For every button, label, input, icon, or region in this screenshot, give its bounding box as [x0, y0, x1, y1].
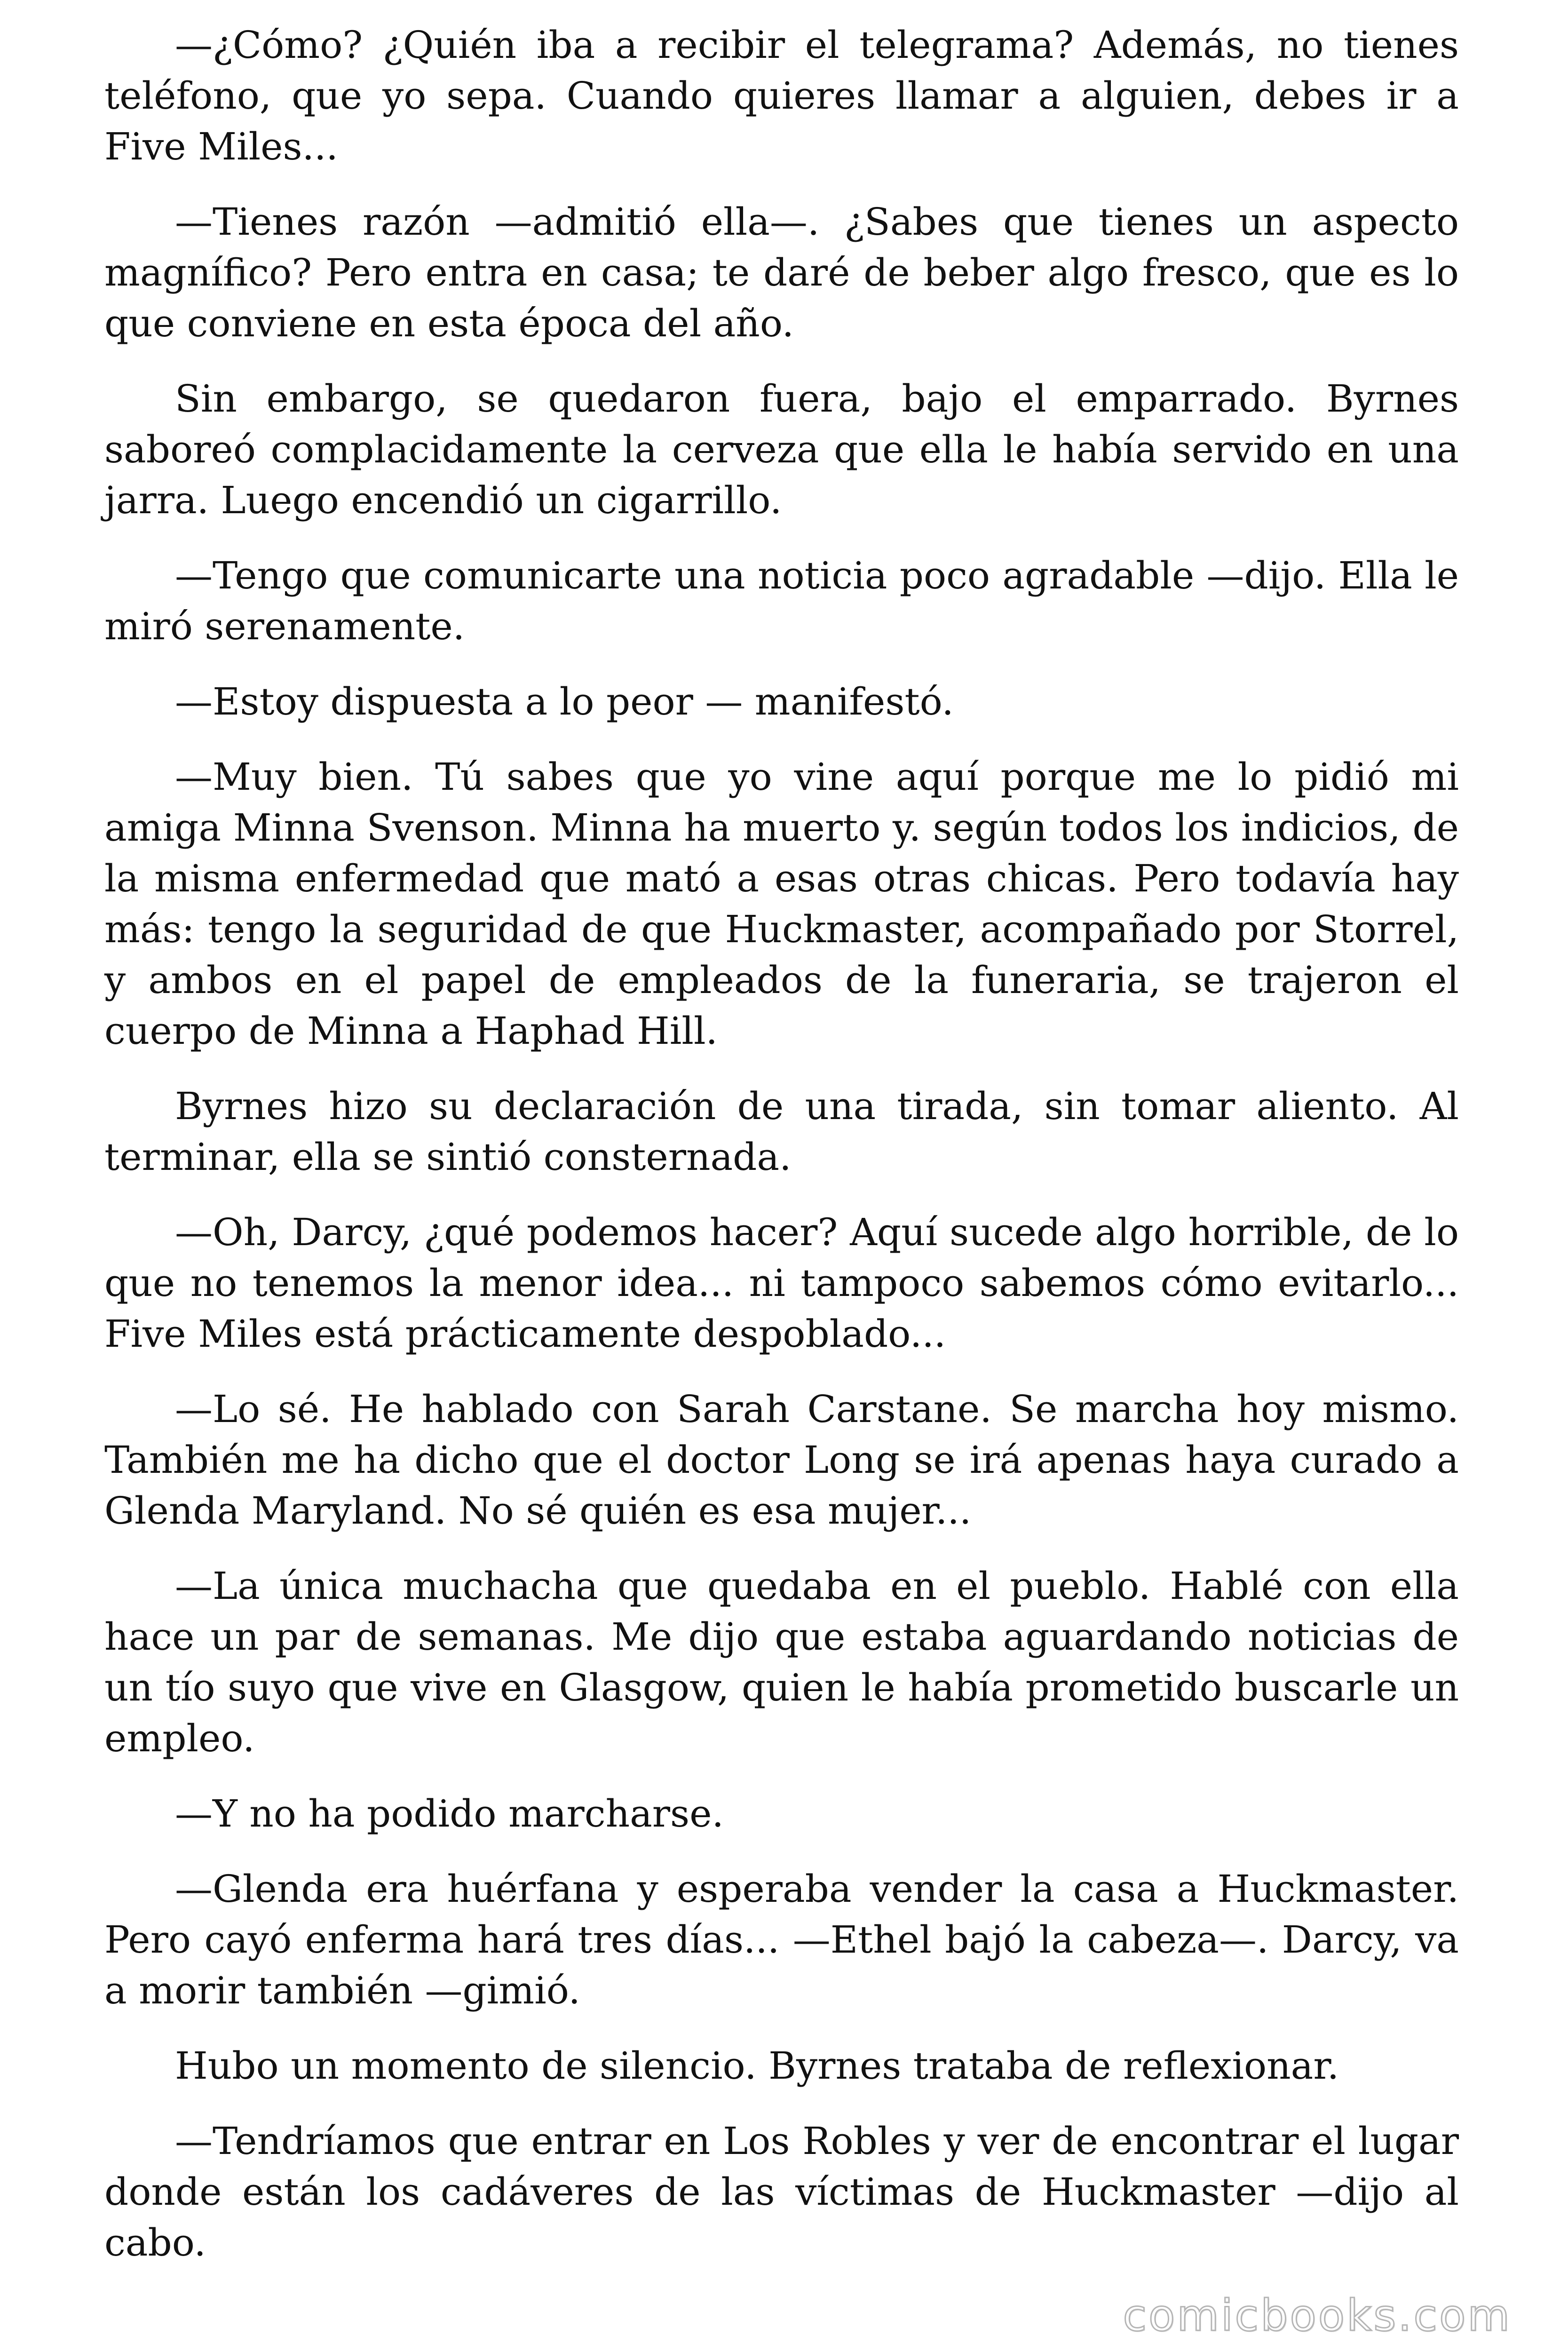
paragraph: —Glenda era huérfana y esperaba vender la casa a Huckmaster. Pero cayó enferma hará tres días... —Ethel bajó la cabeza—. Darcy, va a morir también —gimió.	[104, 1867, 1459, 2012]
paragraph: Byrnes hizo su declaración de una tirada, sin tomar aliento. Al terminar, ella se sintió consternada.	[104, 1084, 1459, 1179]
paragraph: —Tendríamos que entrar en Los Robles y ver de encontrar el lugar donde están los cadáveres de las víctimas de Huckmaster —dijo al cabo.	[104, 2119, 1459, 2265]
paragraph: —Y no ha podido marcharse.	[175, 1792, 724, 1836]
paragraph: Hubo un momento de silencio. Byrnes trataba de reflexionar.	[175, 2044, 1339, 2088]
paragraph: —Muy bien. Tú sabes que yo vine aquí porque me lo pidió mi amiga Minna Svenson. Minna ha muerto y. según todos los indicios, de la misma enfermedad que mató a esas otras chicas. Pero todavía hay más: tengo la seguridad de que Huckmaster, acompañado por Storrel, y ambos en el papel de empleados de la funeraria, se trajeron el cuerpo de Minna a Haphad Hill.	[104, 755, 1459, 1053]
book-page	[104, 20, 1459, 2293]
paragraph: —¿Cómo? ¿Quién iba a recibir el telegrama? Además, no tienes teléfono, que yo sepa. Cuando quieres llamar a alguien, debes ir a Five Miles...	[104, 23, 1459, 168]
paragraph: —Tengo que comunicarte una noticia poco agradable —dijo. Ella le miró serenamente.	[104, 554, 1459, 648]
paragraph: —Oh, Darcy, ¿qué podemos hacer? Aquí sucede algo horrible, de lo que no tenemos la menor idea... ni tampoco sabemos cómo evitarlo... Five Miles está prácticamente despoblado...	[104, 1210, 1459, 1356]
paragraph: Sin embargo, se quedaron fuera, bajo el emparrado. Byrnes saboreó complacidamente la cerveza que ella le había servido en una jarra. Luego encendió un cigarrillo.	[104, 377, 1459, 522]
paragraph: —Tienes razón —admitió ella—. ¿Sabes que tienes un aspecto magnífico? Pero entra en casa; te daré de beber algo fresco, que es lo que conviene en esta época del año.	[104, 200, 1459, 345]
paragraph: —Lo sé. He hablado con Sarah Carstane. Se marcha hoy mismo. También me ha dicho que el doctor Long se irá apenas haya curado a Glenda Maryland. No sé quién es esa mujer...	[104, 1387, 1459, 1533]
watermark: comicbooks.com	[1123, 2290, 1512, 2341]
paragraph: —Estoy dispuesta a lo peor — manifestó.	[175, 680, 954, 723]
paragraph: —La única muchacha que quedaba en el pueblo. Hablé con ella hace un par de semanas. Me dijo que estaba aguardando noticias de un tío suyo que vive en Glasgow, quien le había prometido buscarle un empleo.	[104, 1564, 1459, 1760]
